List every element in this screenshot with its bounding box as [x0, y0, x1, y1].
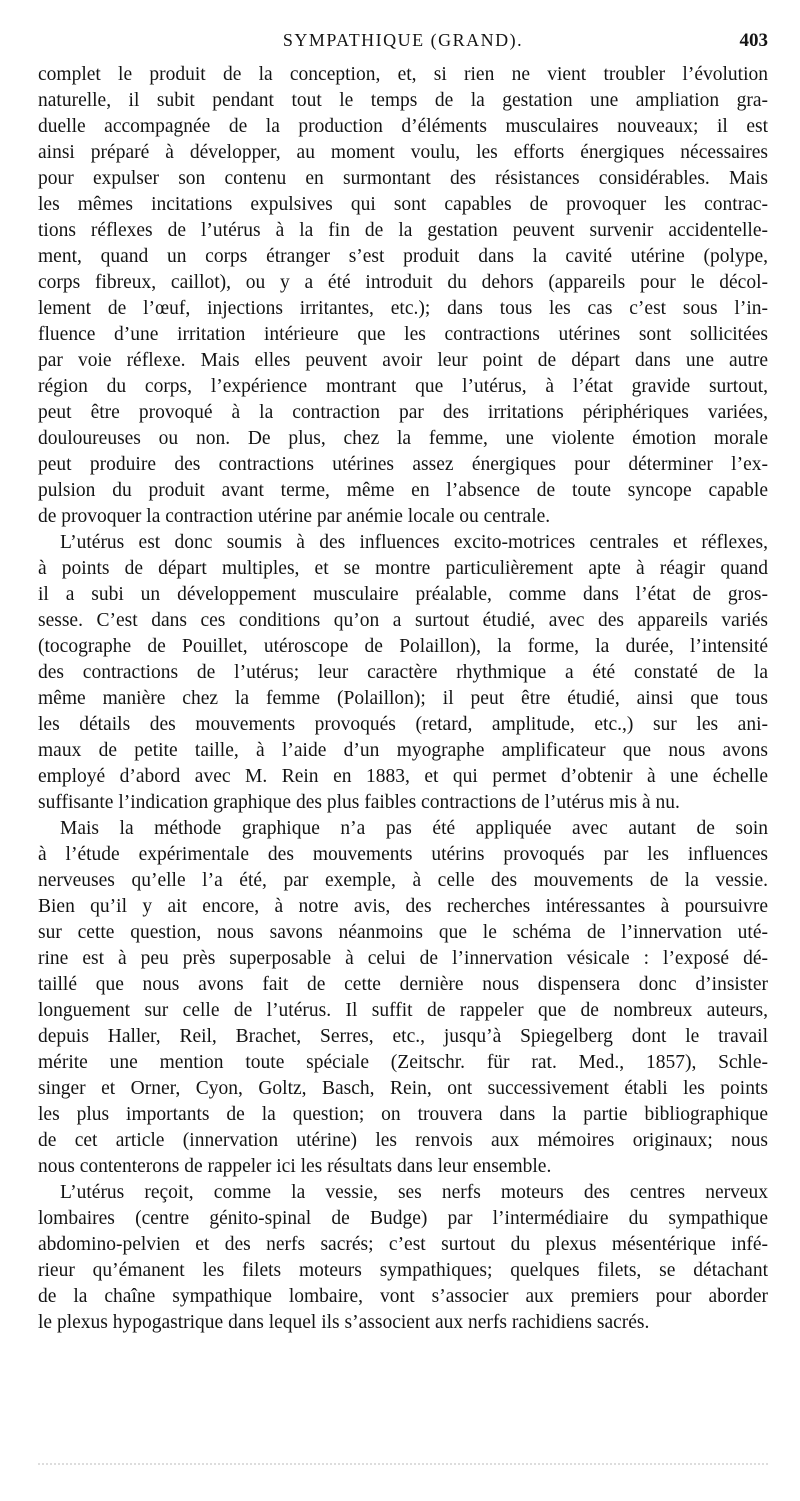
text-line: de cet article (innervation utérine) les renvois aux mémoires originaux; nous: [38, 1130, 768, 1151]
text-line: sur cette question, nous savons néanmoins que le schéma de l’innervation uté-: [38, 922, 768, 943]
text-line: singer et Orner, Cyon, Goltz, Basch, Rein, ont successivement établi les points: [38, 1078, 768, 1099]
text-line: mérite une mention toute spéciale (Zeitschr. für rat. Med., 1857), Schle-: [38, 1052, 768, 1073]
text-line: employé d’abord avec M. Rein en 1883, et qui permet d’obtenir à une échelle: [38, 766, 768, 787]
text-line: ainsi préparé à développer, au moment voulu, les efforts énergiques nécessaires: [38, 142, 768, 163]
text-line: à points de départ multiples, et se montre particulièrement apte à réagir quand: [38, 558, 768, 579]
text-line: peut être provoqué à la contraction par des irritations périphériques variées,: [38, 402, 768, 423]
text-line: pulsion du produit avant terme, même en l’absence de toute syncope capable: [38, 480, 768, 501]
text-line: depuis Haller, Reil, Brachet, Serres, etc., jusqu’à Spiegelberg dont le travail: [38, 1026, 768, 1047]
text-line: Mais la méthode graphique n’a pas été appliquée avec autant de soin: [60, 818, 768, 839]
text-line: les détails des mouvements provoqués (retard, amplitude, etc.,) sur les ani-: [38, 714, 768, 735]
text-line: nous contenterons de rappeler ici les résultats dans leur ensemble.: [38, 1156, 552, 1177]
text-line: il a subi un développement musculaire préalable, comme dans l’état de gros-: [38, 584, 768, 605]
text-line: rine est à peu près superposable à celui de l’innervation vésicale : l’exposé dé-: [38, 948, 768, 969]
text-line: par voie réflexe. Mais elles peuvent avoir leur point de départ dans une autre: [38, 350, 768, 371]
text-line: tions réflexes de l’utérus à la fin de la gestation peuvent survenir accidentelle-: [38, 220, 768, 241]
body-text: [38, 62, 768, 1336]
text-line: maux de petite taille, à l’aide d’un myographe amplificateur que nous avons: [38, 740, 768, 761]
text-line: abdomino-pelvien et des nerfs sacrés; c’est surtout du plexus mésentérique infé-: [38, 1234, 768, 1255]
text-line: de la chaîne sympathique lombaire, vont s’associer aux premiers pour aborder: [38, 1286, 768, 1307]
text-line: les mêmes incitations expulsives qui sont capables de provoquer les contrac-: [38, 194, 768, 215]
text-line: à l’étude expérimentale des mouvements utérins provoqués par les influences: [38, 844, 768, 865]
text-line: corps fibreux, caillot), ou y a été introduit du dehors (appareils pour le décol-: [38, 272, 768, 293]
paragraph: [38, 62, 768, 530]
text-line: ment, quand un corps étranger s’est produit dans la cavité utérine (polype,: [38, 246, 768, 267]
text-line: de provoquer la contraction utérine par anémie locale ou centrale.: [38, 506, 551, 527]
text-line: nerveuses qu’elle l’a été, par exemple, à celle des mouvements de la vessie.: [38, 870, 768, 891]
bottom-print-specks: [38, 1463, 768, 1469]
text-line: lement de l’œuf, injections irritantes, etc.); dans tous les cas c’est sous l’in-: [38, 298, 768, 319]
text-line: fluence d’une irritation intérieure que les contractions utérines sont sollicitées: [38, 324, 768, 345]
text-line: sesse. C’est dans ces conditions qu’on a surtout étudié, avec des appareils variés: [38, 610, 768, 631]
text-line: lombaires (centre génito-spinal de Budge) par l’intermédiaire du sympathique: [38, 1208, 768, 1229]
text-line: pour expulser son contenu en surmontant des résistances considérables. Mais: [38, 168, 768, 189]
text-line: duelle accompagnée de la production d’éléments musculaires nouveaux; il est: [38, 116, 768, 137]
text-line: Bien qu’il y ait encore, à notre avis, des recherches intéressantes à poursuivre: [38, 896, 768, 917]
text-line: rieur qu’émanent les filets moteurs sympathiques; quelques filets, se détachant: [38, 1260, 768, 1281]
text-line: douloureuses ou non. De plus, chez la femme, une violente émotion morale: [38, 428, 768, 449]
text-line: région du corps, l’expérience montrant que l’utérus, à l’état gravide surtout,: [38, 376, 768, 397]
page-number: 403: [739, 30, 768, 51]
text-line: peut produire des contractions utérines assez énergiques pour déterminer l’ex-: [38, 454, 768, 475]
running-head: [38, 30, 768, 56]
text-line: les plus importants de la question; on trouvera dans la partie bibliographique: [38, 1104, 768, 1125]
text-line: le plexus hypogastrique dans lequel ils s’associent aux nerfs rachidiens sacrés.: [38, 1312, 650, 1333]
paragraph: [38, 530, 768, 816]
text-line: complet le produit de la conception, et, si rien ne vient troubler l’évolution: [38, 64, 768, 85]
text-line: taillé que nous avons fait de cette dernière nous dispensera donc d’insister: [38, 974, 768, 995]
text-line: (tocographe de Pouillet, utéroscope de Polaillon), la forme, la durée, l’intensité: [38, 636, 768, 657]
text-line: des contractions de l’utérus; leur caractère rhythmique a été constaté de la: [38, 662, 768, 683]
paragraph: [38, 1180, 768, 1336]
text-line: naturelle, il subit pendant tout le temps de la gestation une ampliation gra-: [38, 90, 768, 111]
paragraph: [38, 816, 768, 1180]
text-line: suffisante l’indication graphique des plus faibles contractions de l’utérus mis à nu.: [38, 792, 680, 813]
running-title: SYMPATHIQUE (GRAND).: [282, 30, 524, 50]
text-line: longuement sur celle de l’utérus. Il suffit de rappeler que de nombreux auteurs,: [38, 1000, 768, 1021]
text-line: même manière chez la femme (Polaillon); il peut être étudié, ainsi que tous: [38, 688, 768, 709]
text-line: L’utérus est donc soumis à des influences excito-motrices centrales et réflexes,: [60, 532, 768, 553]
text-line: L’utérus reçoit, comme la vessie, ses nerfs moteurs des centres nerveux: [60, 1182, 768, 1203]
